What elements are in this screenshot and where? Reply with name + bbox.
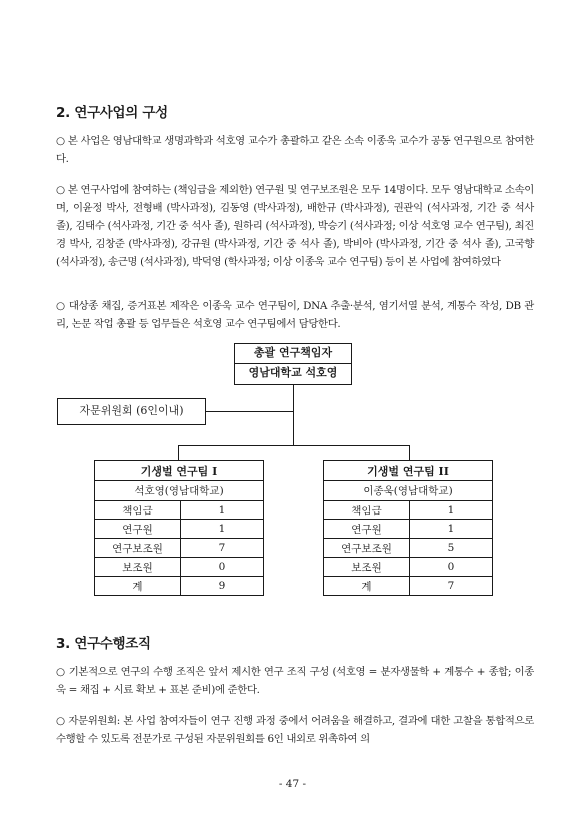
connector-line (293, 385, 294, 445)
role-cell: 연구보조원 (324, 539, 410, 558)
team-title: 기생벌 연구팀 I (95, 461, 264, 481)
count-cell: 7 (181, 539, 264, 558)
connector-line (409, 445, 410, 461)
role-cell: 책임급 (324, 501, 410, 520)
count-cell: 1 (410, 501, 493, 520)
count-cell: 7 (410, 577, 493, 596)
advisory-committee: 자문위원회 (6인이내) (79, 404, 184, 417)
role-cell: 책임급 (95, 501, 181, 520)
team-title: 기생벌 연구팀 II (324, 461, 493, 481)
count-cell: 1 (181, 501, 264, 520)
pi-title-box (234, 343, 352, 364)
role-cell: 보조원 (95, 558, 181, 577)
team-leader: 석호영(영남대학교) (95, 481, 264, 501)
pi-name: 영남대학교 석호영 (248, 366, 338, 379)
team-leader: 이종욱(영남대학교) (324, 481, 493, 501)
paragraph: ○ 본 연구사업에 참여하는 (책임급을 제외한) 연구원 및 연구보조원은 모두 14명이다. 모두 영남대학교 소속이며, 이윤정 박사, 전형배 (박사과정), 김동영 (박사과정), 배한규 (박사과정), 권관익 (석사과정, 기간 중 석사 졸), 김태수 (석사과정, 기간 중 석사 졸), 원하리 (석사과정), 박승기 (석사과정; 이상 석호영 교수 연구팀), 최진경 박사, 김창준 (박사과정), 강규원 (박사과정, 기간 중 석사 졸), 박비아 (박사과정, 기간 중 석사 졸), 고국향 (석사과정), 송근명 (석사과정), 박덕영 (학사과정; 이상 이종욱 교수 연구팀) 등이 본 사업에 참여하였다 (56, 184, 534, 268)
paragraph: ○ 기본적으로 연구의 수행 조직은 앞서 제시한 연구 조직 구성 (석호영 = 분자생물학 + 계통수 + 종합; 이종욱 = 채집 + 시료 확보 + 표본 준비)에 준한다. (56, 666, 534, 696)
paragraph: ○ 대상종 채집, 증거표본 제작은 이종욱 교수 연구팀이, DNA 추출·분석, 염기서열 분석, 계통수 작성, DB 관리, 논문 작업 총괄 등 업무들은 석호영 교수 연구팀에서 담당한다. (56, 300, 534, 330)
role-cell: 연구원 (95, 520, 181, 539)
count-cell: 9 (181, 577, 264, 596)
paragraph: ○ 본 사업은 영남대학교 생명과학과 석호영 교수가 총괄하고 같은 소속 이종욱 교수가 공동 연구원으로 참여한다. (56, 135, 534, 165)
pi-title: 총괄 연구책임자 (253, 346, 333, 359)
team-table-2 (323, 460, 493, 596)
connector-line (206, 411, 293, 412)
connector-line (178, 445, 410, 446)
role-cell: 연구원 (324, 520, 410, 539)
paragraph: ○ 자문위원회: 본 사업 참여자들이 연구 진행 과정 중에서 어려움을 해결하고, 결과에 대한 고찰을 통합적으로 수행할 수 있도록 전문가로 구성된 자문위원회를 6인 내외로 위촉하여 의 (56, 715, 534, 745)
section-heading-3: 3. 연구수행조직 (56, 636, 151, 652)
role-cell: 연구보조원 (95, 539, 181, 558)
count-cell: 1 (410, 520, 493, 539)
role-cell: 계 (95, 577, 181, 596)
count-cell: 0 (410, 558, 493, 577)
team-table-1 (94, 460, 264, 596)
section-heading-2: 2. 연구사업의 구성 (56, 105, 168, 121)
role-cell: 보조원 (324, 558, 410, 577)
connector-line (178, 445, 179, 461)
page-number: - 47 - (278, 778, 307, 790)
count-cell: 5 (410, 539, 493, 558)
role-cell: 계 (324, 577, 410, 596)
count-cell: 0 (181, 558, 264, 577)
pi-name-box (234, 364, 352, 385)
advisory-committee-box (57, 398, 206, 425)
count-cell: 1 (181, 520, 264, 539)
